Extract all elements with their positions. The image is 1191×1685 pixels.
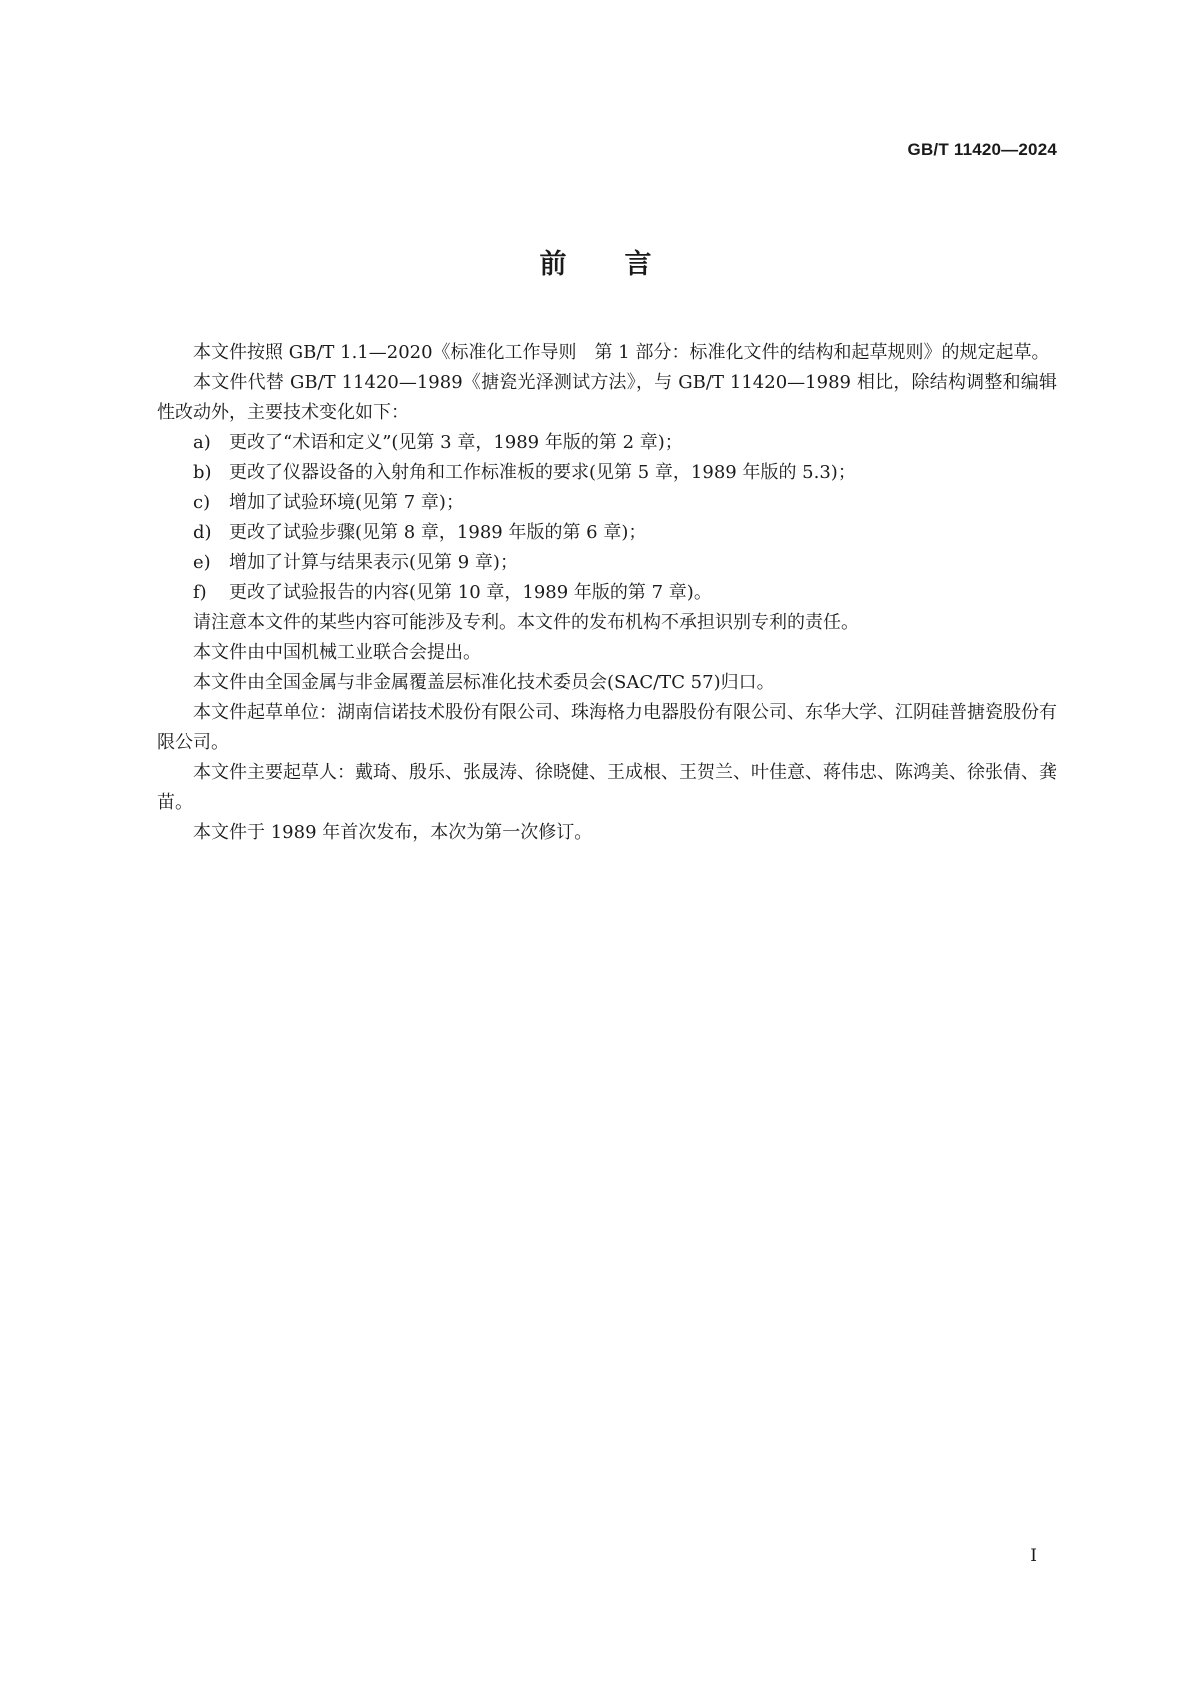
list-item-text: 增加了计算与结果表示(见第 9 章)； (229, 552, 518, 573)
paragraph-drafting-organizations: 本文件起草单位：湖南信诺技术股份有限公司、珠海格力电器股份有限公司、东华大学、江阴硅普搪瓷股份有限公司。 (157, 702, 1057, 753)
standard-number: GB/T 11420—2024 (907, 140, 1057, 159)
paragraph-publication-history: 本文件于 1989 年首次发布，本次为第一次修订。 (193, 822, 593, 843)
page-number: I (1030, 1546, 1037, 1566)
list-item (157, 548, 1057, 578)
foreword-body (157, 338, 1057, 848)
list-marker: e) (193, 552, 211, 573)
list-marker: c) (193, 492, 211, 513)
list-item (157, 518, 1057, 548)
paragraph-drafting-rules: 本文件按照 GB/T 1.1—2020《标准化工作导则 第 1 部分：标准化文件的结构和起草规则》的规定起草。 (193, 342, 1050, 363)
list-item-text: 增加了试验环境(见第 7 章)； (229, 492, 464, 513)
list-item-text: 更改了试验报告的内容(见第 10 章，1989 年版的第 7 章)。 (229, 582, 712, 603)
list-item (157, 428, 1057, 458)
list-marker: d) (193, 522, 212, 543)
paragraph-replacement-statement: 本文件代替 GB/T 11420—1989《搪瓷光泽测试方法》，与 GB/T 11420—1989 相比，除结构调整和编辑性改动外，主要技术变化如下： (157, 372, 1057, 423)
list-item-text: 更改了试验步骤(见第 8 章，1989 年版的第 6 章)； (229, 522, 647, 543)
paragraph-patent-notice: 请注意本文件的某些内容可能涉及专利。本文件的发布机构不承担识别专利的责任。 (193, 612, 859, 633)
list-marker: f) (193, 582, 207, 603)
paragraph-drafters: 本文件主要起草人：戴琦、殷乐、张晟涛、徐晓健、王成根、王贺兰、叶佳意、蒋伟忠、陈鸿美、徐张倩、龚苗。 (157, 762, 1057, 813)
changes-list (157, 428, 1057, 608)
list-item (157, 458, 1057, 488)
page-title: 前言 (539, 249, 710, 280)
list-item (157, 488, 1057, 518)
list-marker: b) (193, 462, 212, 483)
list-item (157, 578, 1057, 608)
list-item-text: 更改了仪器设备的入射角和工作标准板的要求(见第 5 章，1989 年版的 5.3)； (229, 462, 856, 483)
paragraph-proposed-by: 本文件由中国机械工业联合会提出。 (193, 642, 481, 663)
list-marker: a) (193, 432, 211, 453)
list-item-text: 更改了“术语和定义”(见第 3 章，1989 年版的第 2 章)； (229, 432, 683, 453)
paragraph-under-jurisdiction: 本文件由全国金属与非金属覆盖层标准化技术委员会(SAC/TC 57)归口。 (193, 672, 775, 693)
